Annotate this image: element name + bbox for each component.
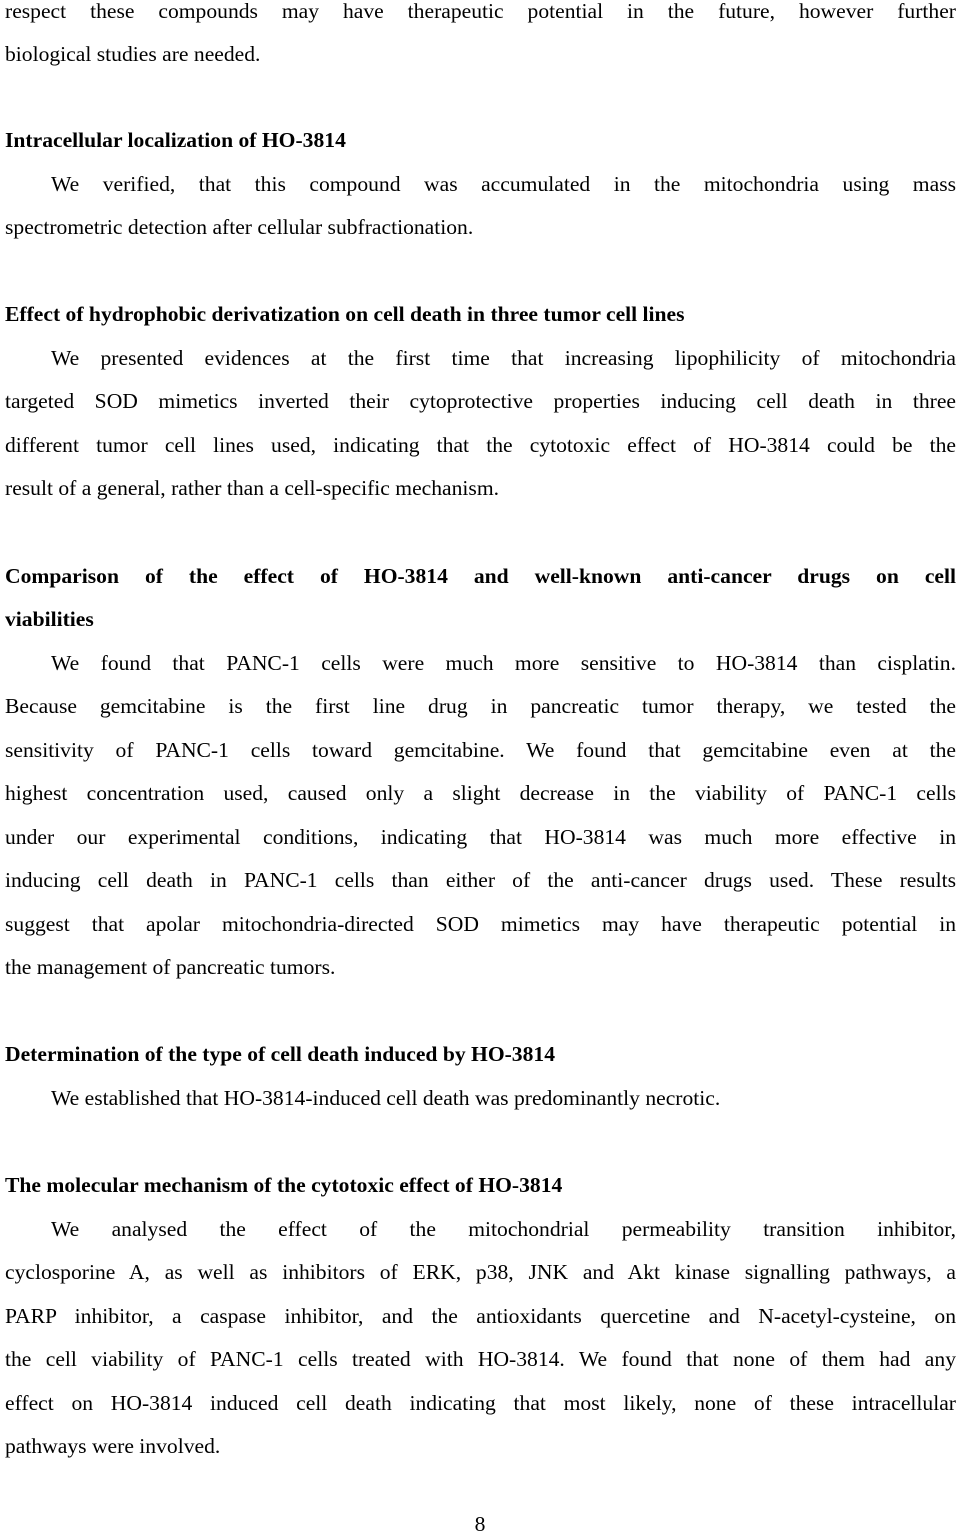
paragraph-line: highest concentration used, caused only a slight decrease in the viability of PANC-1 cells — [5, 781, 956, 805]
paragraph-line: respect these compounds may have therapeutic potential in the future, however further — [5, 0, 956, 23]
paragraph-line: result of a general, rather than a cell-specific mechanism. — [5, 476, 500, 500]
paragraph-line: biological studies are needed. — [5, 42, 261, 66]
paragraph-line: Because gemcitabine is the first line drug in pancreatic tumor therapy, we tested the — [5, 694, 956, 718]
paragraph-line: We verified, that this compound was accumulated in the mitochondria using mass — [51, 172, 956, 196]
paragraph-line: cyclosporine A, as well as inhibitors of ERK, p38, JNK and Akt kinase signalling pathways, a — [5, 1260, 956, 1284]
paragraph-line: pathways were involved. — [5, 1434, 221, 1458]
paragraph-line: inducing cell death in PANC-1 cells than either of the anti-cancer drugs used. These results — [5, 868, 956, 892]
paragraph-line: the management of pancreatic tumors. — [5, 955, 336, 979]
paragraph-line: under our experimental conditions, indicating that HO-3814 was much more effective in — [5, 825, 956, 849]
section-heading: viabilities — [5, 607, 94, 631]
page-number: 8 — [474, 1512, 486, 1536]
paragraph-line: the cell viability of PANC-1 cells treated with HO-3814. We found that none of them had any — [5, 1347, 956, 1371]
paragraph-line: sensitivity of PANC-1 cells toward gemcitabine. We found that gemcitabine even at the — [5, 738, 956, 762]
paragraph-line: PARP inhibitor, a caspase inhibitor, and the antioxidants quercetine and N-acetyl-cysteine, on — [5, 1304, 956, 1328]
section-heading: Intracellular localization of HO-3814 — [5, 128, 346, 152]
paragraph-line: different tumor cell lines used, indicating that the cytotoxic effect of HO-3814 could be the — [5, 433, 956, 457]
section-heading: Effect of hydrophobic derivatization on cell death in three tumor cell lines — [5, 302, 685, 326]
paragraph-line: We presented evidences at the first time that increasing lipophilicity of mitochondria — [51, 346, 956, 370]
paragraph-line: targeted SOD mimetics inverted their cytoprotective properties inducing cell death in three — [5, 389, 956, 413]
section-heading: Comparison of the effect of HO-3814 and well-known anti-cancer drugs on cell — [5, 564, 956, 588]
paragraph-line: We found that PANC-1 cells were much more sensitive to HO-3814 than cisplatin. — [51, 651, 956, 675]
paragraph-line: We established that HO-3814-induced cell death was predominantly necrotic. — [51, 1086, 721, 1110]
paragraph-line: suggest that apolar mitochondria-directed SOD mimetics may have therapeutic potential in — [5, 912, 956, 936]
section-heading: Determination of the type of cell death induced by HO-3814 — [5, 1042, 555, 1066]
section-heading: The molecular mechanism of the cytotoxic effect of HO-3814 — [5, 1173, 563, 1197]
paragraph-line: We analysed the effect of the mitochondrial permeability transition inhibitor, — [51, 1217, 956, 1241]
paragraph-line: effect on HO-3814 induced cell death indicating that most likely, none of these intracellular — [5, 1391, 956, 1415]
paragraph-line: spectrometric detection after cellular subfractionation. — [5, 215, 474, 239]
